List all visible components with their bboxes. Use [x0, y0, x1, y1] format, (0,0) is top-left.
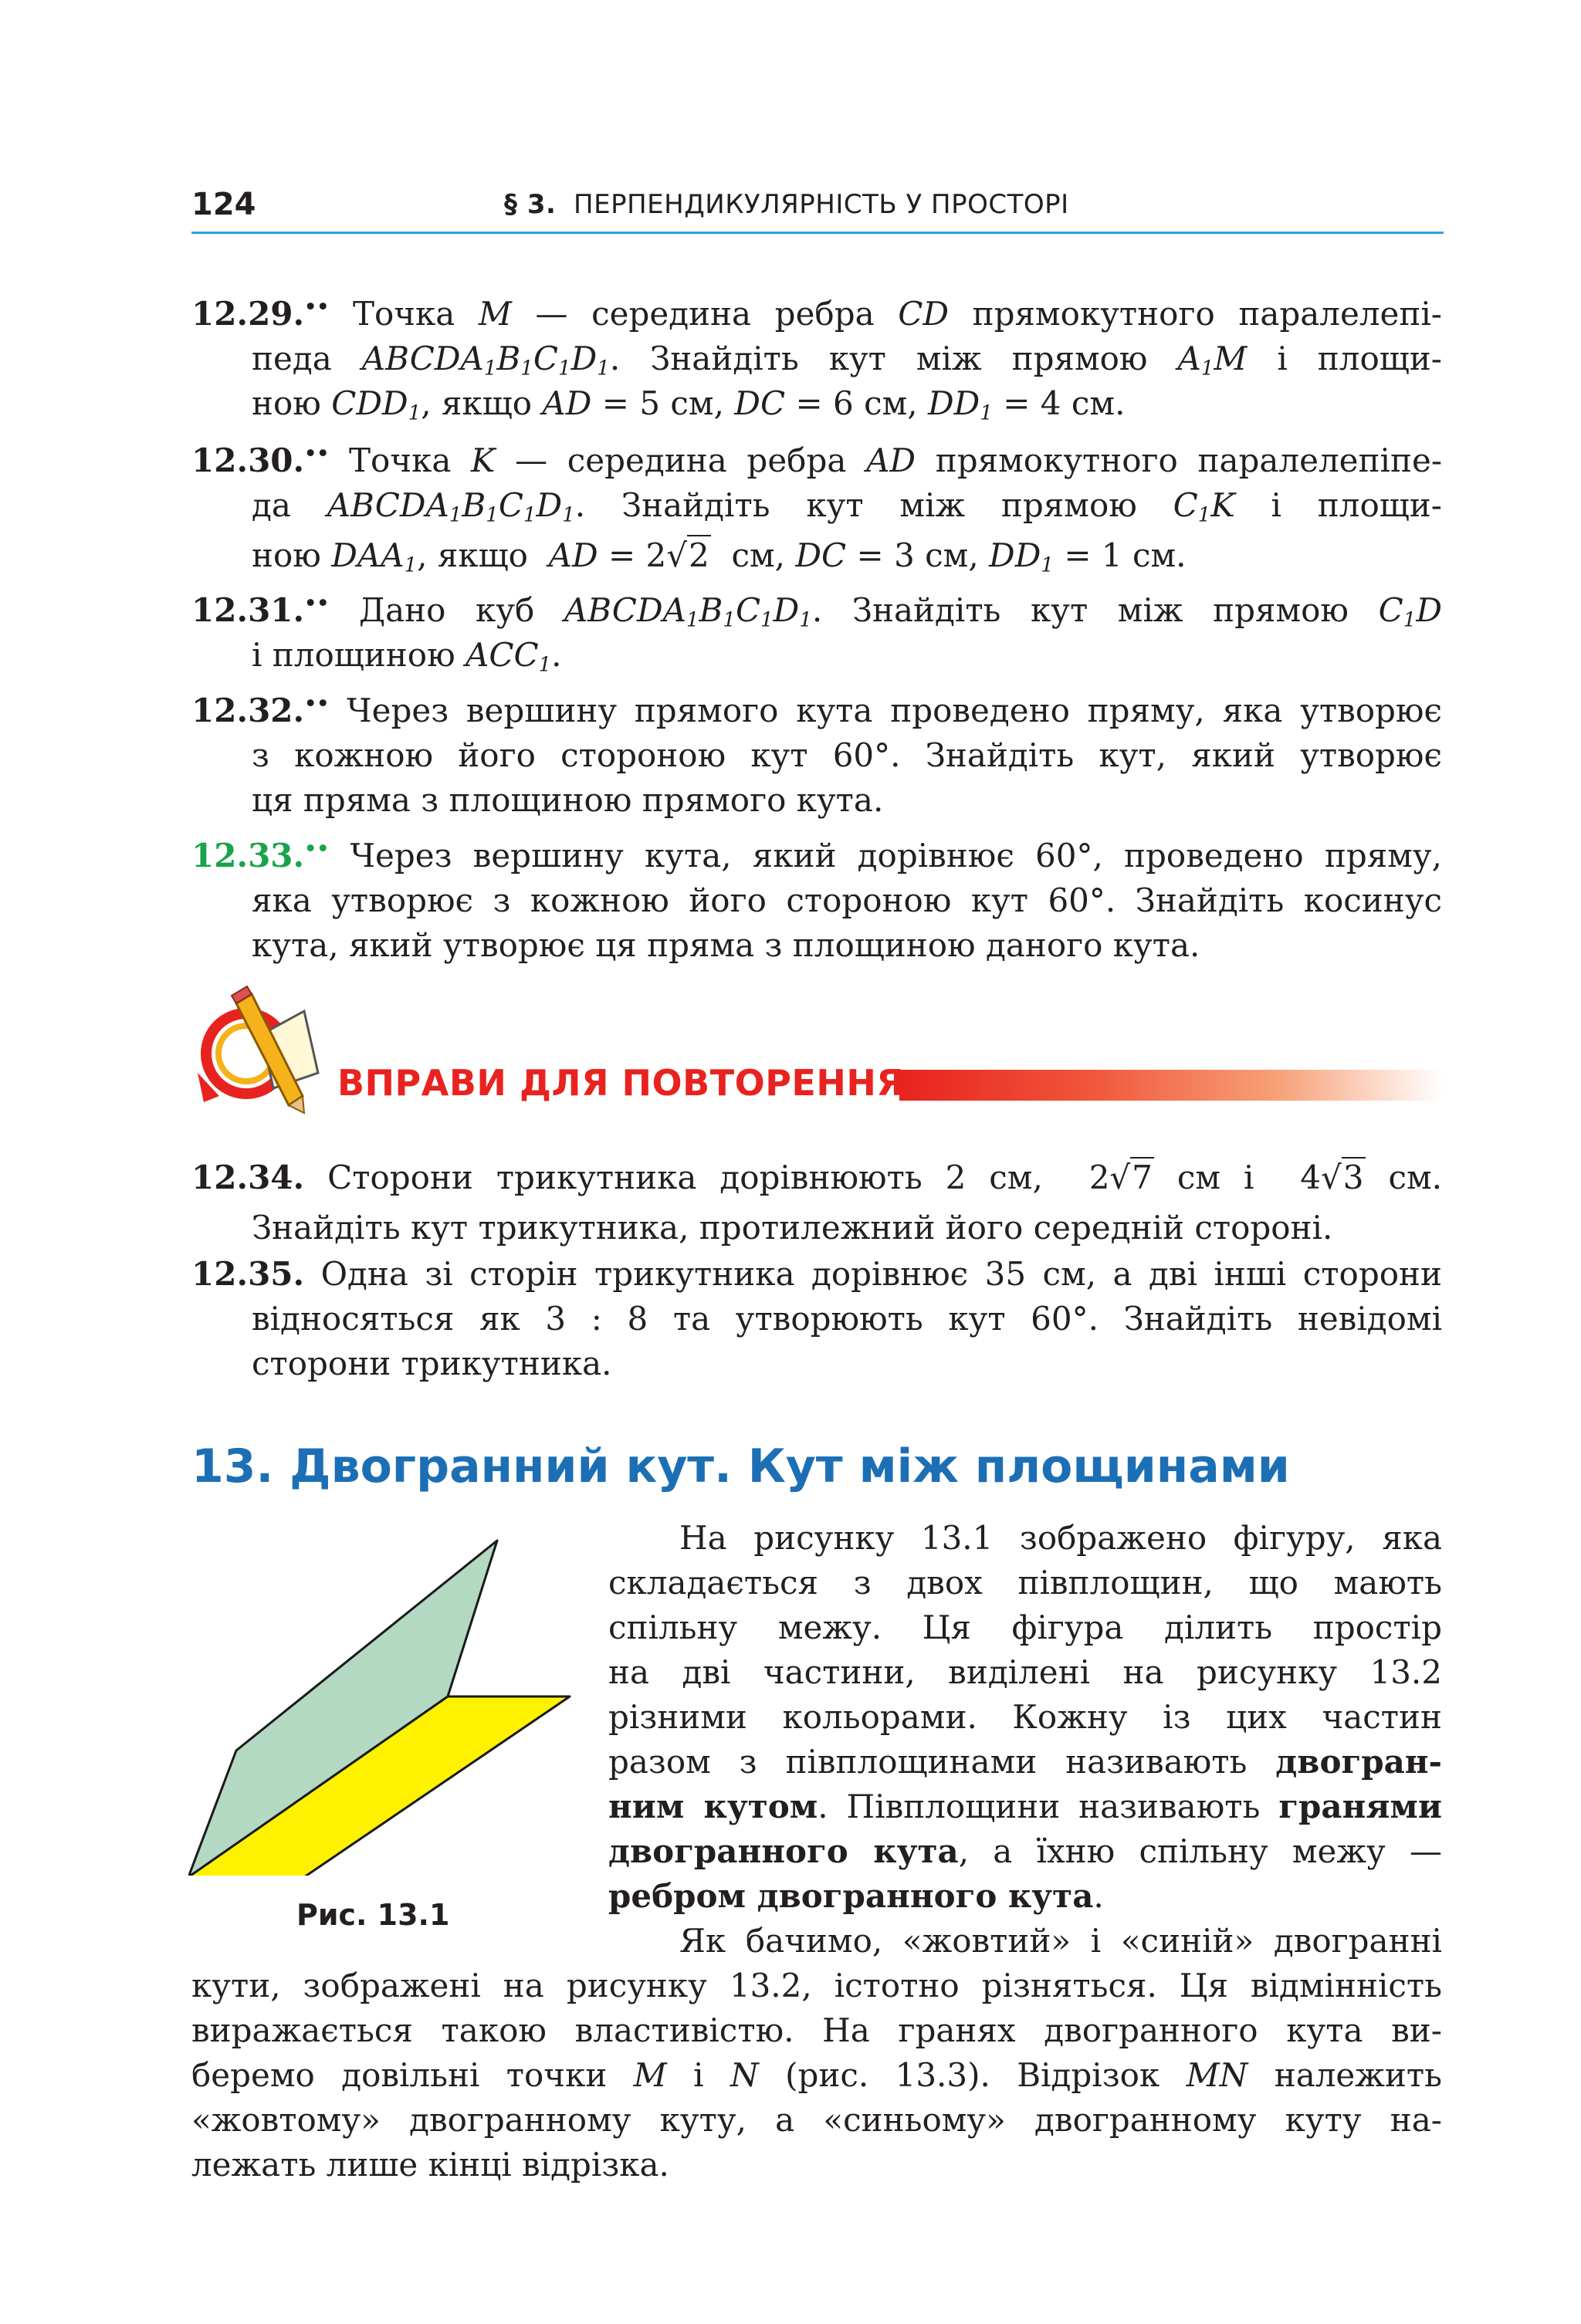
problem-number: 12.32.••	[191, 692, 330, 729]
section-heading: ПЕРПЕНДИКУЛЯРНІСТЬ У ПРОСТОРІ	[574, 189, 1069, 220]
problem-12-35: 12.35. Одна зі сторін трикутника дорівнює 35 см, а дві інші сторони відносяться як 3 : 8 та утворюють кут 60°. Знайдіть невідомі сторони трикутника.	[191, 1255, 1442, 1382]
figure-13-1-dihedral-angle	[188, 1536, 574, 1876]
paragraph-2: кути, зображені на рисунку 13.2, істотно різняться. Ця відмінність виражається такою властивістю. На гранях двогранного кута ви- беремо довільні точки M і N (рис. 13.3). Відрізок MN належить «жовтому» двогранному куту, а «синьому» двогранному куту на- лежать лише кінці відрізка.	[191, 1967, 1443, 2184]
paragraph-2-first-line: Як бачимо, «жовтий» і «синій» двогранні	[679, 1922, 1442, 1960]
problem-12-33: 12.33.•• Через вершину кута, який дорівнює 60°, проведено пряму, яка утворює з кожною його стороною кут 60°. Знайдіть косинус кута, який утворює ця пряма з площиною даного кута.	[191, 837, 1442, 964]
banner-gradient-bar	[899, 1070, 1444, 1101]
problem-number: 12.35.	[191, 1255, 305, 1293]
page-number: 124	[191, 187, 256, 222]
page-header	[191, 185, 1444, 234]
problem-12-32: 12.32.•• Через вершину прямого кута проведено пряму, яка утворює з кожною його стороною кут 60°. Знайдіть кут, який утворює ця пряма з площиною прямого кута.	[191, 692, 1442, 819]
problem-number: 12.29.••	[191, 295, 330, 333]
running-title	[504, 188, 1069, 222]
problem-number: 12.33.••	[191, 837, 330, 874]
problem-number: 12.34.	[191, 1159, 305, 1196]
sqrt-symbol: √3	[1321, 1159, 1364, 1196]
review-banner-title: ВПРАВИ ДЛЯ ПОВТОРЕННЯ	[337, 1062, 905, 1104]
problem-12-30: 12.30.•• Точка K — середина ребра AD прямокутного паралелепіпе- да $ABCDA_1B_1C_1D_1$. Знайдіть кут між прямою $C_1K$ і площи- ною $DAA_1$, якщо AD = 2√2 см, DC = 3 см, $DD_1 = 1$ см.	[191, 431, 1442, 584]
pencil-compass-icon	[188, 980, 335, 1115]
problem-12-34: 12.34. Сторони трикутника дорівнюють 2 см, 2√7 см і 4√3 см. Знайдіть кут трикутника, протилежний його середній стороні.	[191, 1150, 1442, 1250]
section-mark: § 3.	[504, 189, 557, 220]
problem-12-31: 12.31.•• Дано куб $ABCDA_1B_1C_1D_1$. Знайдіть кут між прямою $C_1D$ і площиною $ACC_1$.	[191, 591, 1442, 677]
paragraph-1: На рисунку 13.1 зображено фігуру, яка складається з двох півплощин, що мають спільну межу. Ця фігура ділить простір на дві частини, виділені на рисунку 13.2 різними кольорами. Кожну із цих частин разом з півплощинами називають двогран- ним кутом. Півплощини називають гранями двогранного кута, а їхню спільну межу — ребром двогранного кута.	[608, 1519, 1442, 1915]
problem-number: 12.30.••	[191, 441, 330, 479]
figure-caption: Рис. 13.1	[296, 1898, 450, 1932]
section-title: 13. Двогранний кут. Кут між площинами	[191, 1439, 1290, 1494]
problem-number: 12.31.••	[191, 591, 330, 629]
sqrt-symbol: √2	[666, 536, 709, 574]
problem-12-29: 12.29.•• Точка M — середина ребра CD прямокутного паралелепі- педа $ABCDA_1B_1C_1D_1$. Знайдіть кут між прямою $A_1M$ і площи- ною $CDD_1$, якщо AD = 5 см, DC = 6 см, $DD_1 = 4$ см.	[191, 295, 1442, 425]
sqrt-symbol: √7	[1109, 1159, 1153, 1196]
